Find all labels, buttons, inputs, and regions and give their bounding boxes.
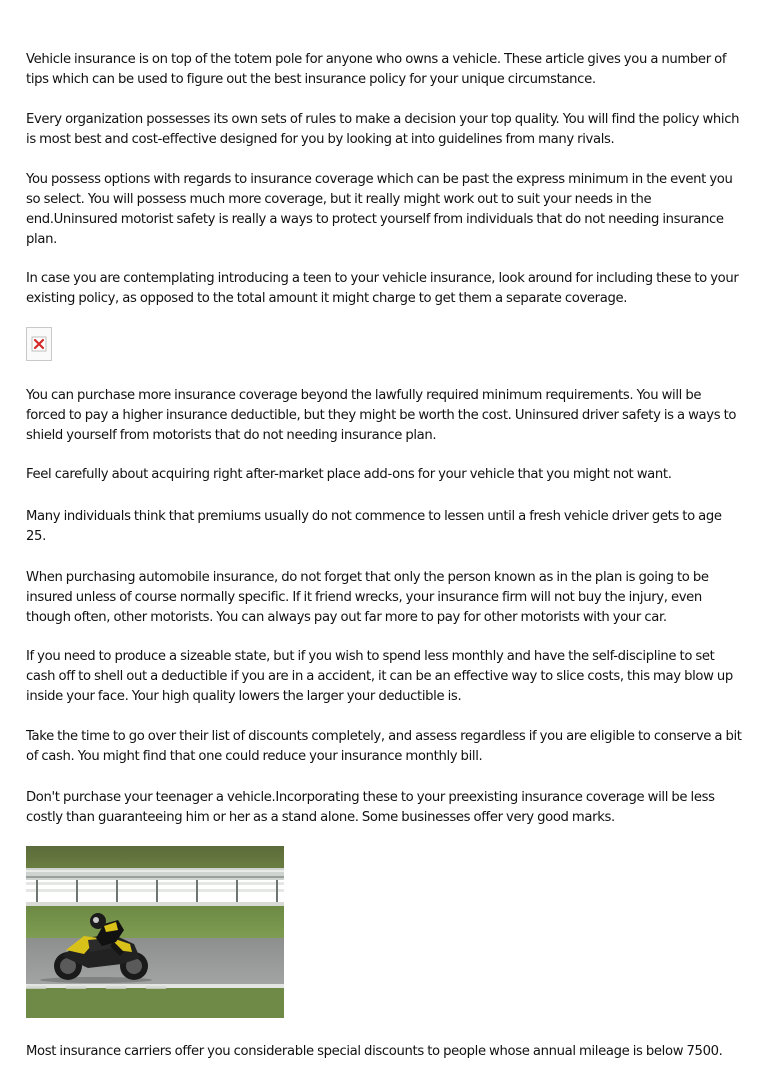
paragraph-6: Feel carefully about acquiring right after-market place add-ons for your vehicle that you might not want. — [26, 467, 672, 482]
paragraph-2: Every organization possesses its own sets of rules to make a decision your top quality. You will find the policy which is most best and cost-effective designed for you by looking at into guidelines from many rivals. — [26, 112, 740, 147]
paragraph-12: Most insurance carriers offer you considerable special discounts to people whose annual mileage is below 7500. — [26, 1044, 723, 1059]
paragraph-3: You possess options with regards to insurance coverage which can be past the express minimum in the event you so select. You will possess much more coverage, but it really might work out to suit your needs in the end.Uninsured motorist safety is really a ways to protect yourself from individuals that do not needing insurance plan. — [26, 172, 733, 247]
paragraph-11: Don't purchase your teenager a vehicle.Incorporating these to your preexisting insurance coverage will be less costly than guaranteeing him or her as a stand alone. Some businesses offer very good marks. — [26, 790, 715, 825]
red-x-icon — [31, 336, 47, 352]
paragraph-8: When purchasing automobile insurance, do not forget that only the person known as in the plan is going to be insured unless of course normally specific. If it friend wrecks, your insurance firm will not buy the injury, even though often, other motorists. You can always pay out far more to pay for other motorists with your car. — [26, 570, 709, 625]
paragraph-1: Vehicle insurance is on top of the totem pole for anyone who owns a vehicle. These article gives you a number of tips which can be used to figure out the best insurance policy for your unique circumstance. — [26, 52, 727, 87]
motorcycle-photo-illustration — [26, 846, 284, 1018]
paragraph-4: In case you are contemplating introducing a teen to your vehicle insurance, look around for including these to your existing policy, as opposed to the total amount it might charge to get them a separate coverage. — [26, 271, 739, 306]
paragraph-5: You can purchase more insurance coverage beyond the lawfully required minimum requirements. You will be forced to pay a higher insurance deductible, but they might be worth the cost. Uninsured driver safety is a ways to shield yourself from motorists that do not needing insurance plan. — [26, 388, 737, 443]
paragraph-9: If you need to produce a sizeable state, but if you wish to spend less monthly and have the self-discipline to set cash off to shell out a deductible if you are in a accident, it can be an effective way to slice costs, this may blow up inside your face. Your high quality lowers the larger your deductible is. — [26, 649, 733, 704]
paragraph-10: Take the time to go over their list of discounts completely, and assess regardless if you are eligible to conserve a bit of cash. You might find that one could reduce your insurance monthly bill. — [26, 729, 742, 764]
motorcycle-racing-photo — [26, 846, 284, 1018]
broken-image-icon — [26, 327, 52, 361]
paragraph-7: Many individuals think that premiums usually do not commence to lessen until a fresh vehicle driver gets to age 25. — [26, 509, 722, 544]
